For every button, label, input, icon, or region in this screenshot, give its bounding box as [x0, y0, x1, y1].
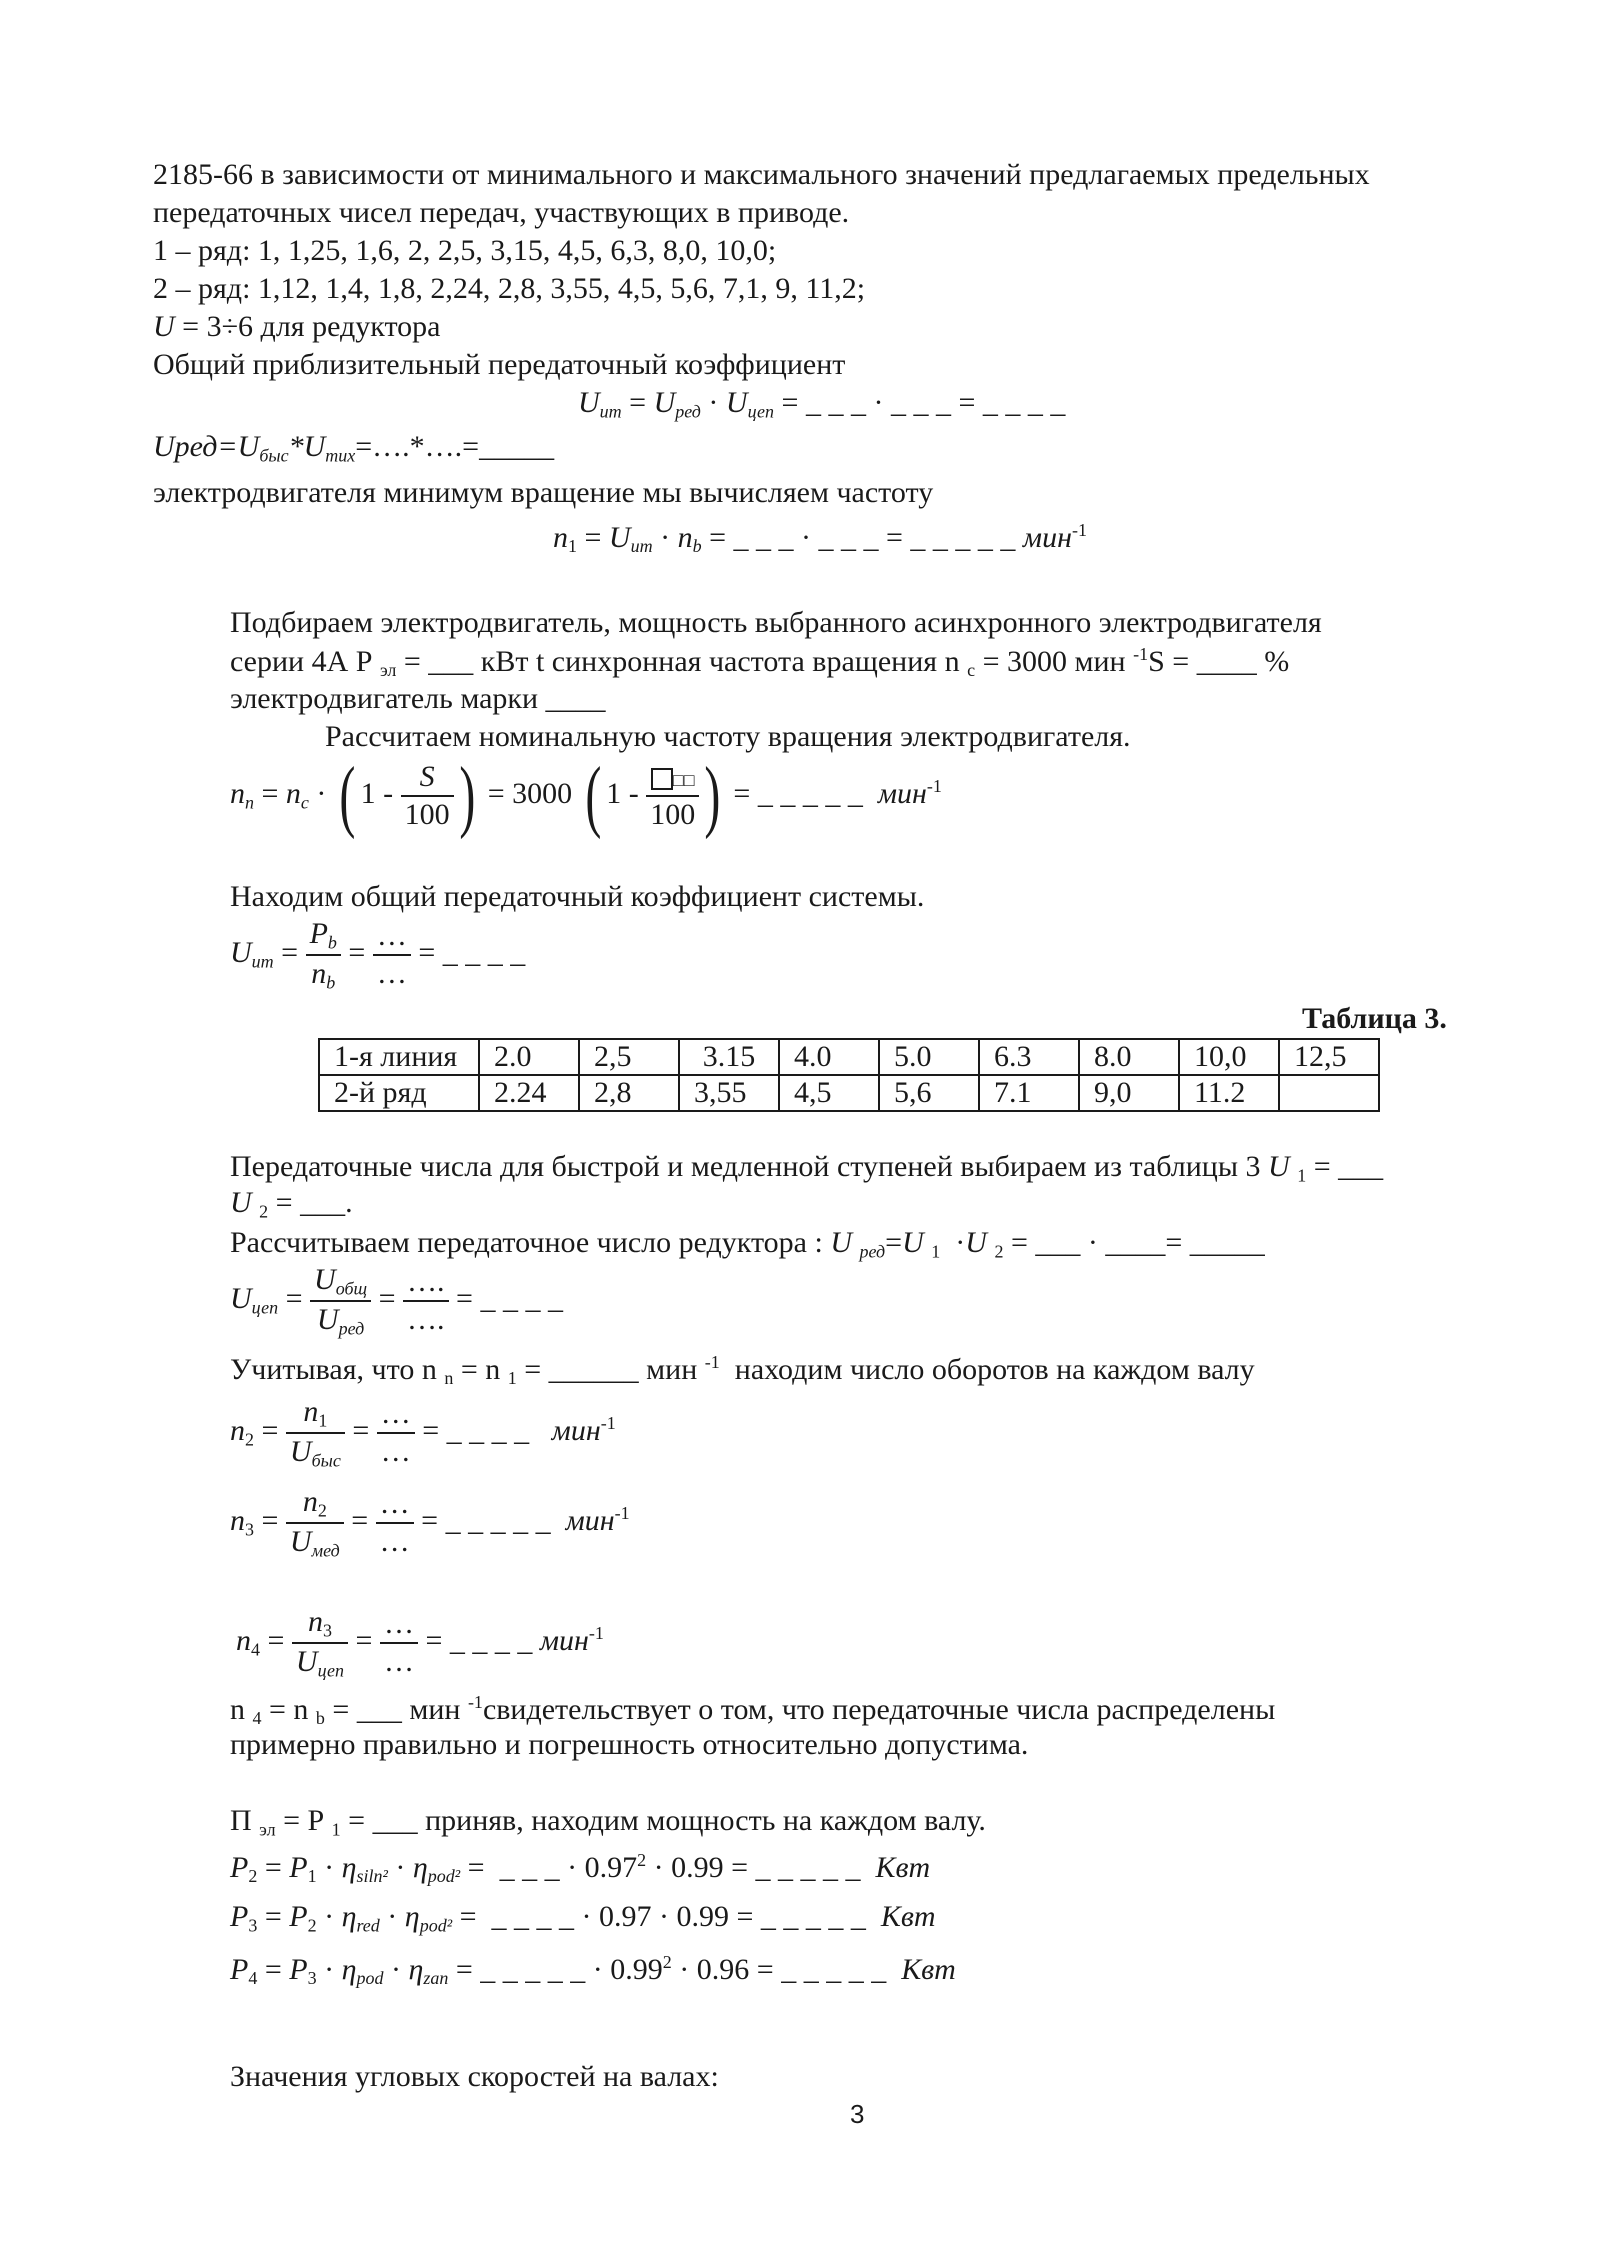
general-coef-sys-label: Находим общий передаточный коэффициент системы. — [230, 880, 925, 913]
table-cell — [1279, 1075, 1379, 1111]
table-cell: 6.3 — [979, 1039, 1079, 1075]
motor-min-label: электродвигателя минимум вращение мы вычисляем частоту — [153, 476, 934, 509]
placeholder-box-icon — [651, 768, 673, 790]
table-cell: 1-я линия — [319, 1039, 479, 1075]
table-cell: 3,55 — [679, 1075, 779, 1111]
series-row-1: 1 – ряд: 1, 1,25, 1,6, 2, 2,5, 3,15, 4,5, 6,3, 8,0, 10,0; — [153, 234, 777, 267]
table-row — [319, 1075, 1379, 1111]
n4-check-line-1: n $_4$ = n $_b$ = ___ мин $^{-1}$свидетельствует о том, что передаточные числа распределены — [230, 1692, 1276, 1729]
table-cell: 4.0 — [779, 1039, 879, 1075]
reducer-calc-line: Рассчитываем передаточное число редуктора : U $_{ред}$=U $_1$ ·U $_2$ = ___ · ____= _____ — [230, 1226, 1265, 1262]
eq-n2: $n_2$ = $\frac{n_1}{U_{быс}}$ = $\frac{\dots}{\dots}$ = _ _ _ _ мин$^{-1}$ — [230, 1395, 616, 1471]
u-range: U = 3÷6 для редуктора — [153, 310, 441, 343]
series-row-2: 2 – ряд: 1,12, 1,4, 1,8, 2,24, 2,8, 3,55, 4,5, 5,6, 7,1, 9, 11,2; — [153, 272, 866, 305]
general-coef-label: Общий приблизительный передаточный коэффициент — [153, 348, 846, 381]
table-cell: 2.24 — [479, 1075, 579, 1111]
gear-ratio-table — [318, 1038, 1380, 1112]
page-number: 3 — [850, 2099, 865, 2129]
gear-choice-line-1: Передаточные числа для быстрой и медленной ступеней выбираем из таблицы 3 U $_1$ = ___ — [230, 1150, 1384, 1186]
table-cell: 2.0 — [479, 1039, 579, 1075]
eq-p4: $P_4 = P_3 \cdot \eta_{pod} \cdot \eta_{zan}$ = _ _ _ _ _ · $0.99^2 \cdot 0.96$ = _ _ _ _ _ Квт — [230, 1952, 956, 1989]
n4-check-line-2: примерно правильно и погрешность относительно допустима. — [230, 1728, 1029, 1761]
intro-line-2: передаточных чисел передач, участвующих в приводе. — [153, 196, 850, 229]
table-cell: 5,6 — [879, 1075, 979, 1111]
select-motor-line-3: электродвигатель марки ____ — [230, 682, 606, 715]
table-cell: 12,5 — [1279, 1039, 1379, 1075]
table-cell: 2,5 — [579, 1039, 679, 1075]
select-motor-line-2: серии 4А Р $_{эл}$ = ___ кВт t синхронная частота вращения n $_с$ = 3000 мин $^{-1}$S = ____ % — [230, 644, 1290, 681]
table-cell: 2-й ряд — [319, 1075, 479, 1111]
nominal-calc-label: Рассчитаем номинальную частоту вращения электродвигателя. — [325, 720, 1131, 753]
eq-n3: $n_3$ = $\frac{n_2}{U_{мед}}$ = $\frac{\dots}{\dots}$ = _ _ _ _ _ мин$^{-1}$ — [230, 1485, 630, 1561]
table-caption: Таблица 3. — [1302, 1002, 1447, 1035]
table-cell: 5.0 — [879, 1039, 979, 1075]
eq-u-it: $U_{ит} = U_{ред} \cdot U_{цеп}$ = _ _ _ · _ _ _ = _ _ _ _ — [578, 386, 1066, 422]
table-cell: 3.15 — [679, 1039, 779, 1075]
eq-u-red: $Uред=U_{быс}*U_{тих}=\dots.*\dots.=\_\_\_\_\_$ — [153, 430, 555, 466]
eq-p2: $P_2 = P_1 \cdot \eta_{siln^2} \cdot \eta_{pod^2}$ = _ _ _ · $0.97^2 \cdot 0.99$ = _ _ _ _ _ Квт — [230, 1850, 931, 1887]
table-row — [319, 1039, 1379, 1075]
eq-u-it-ratio: $U_{ит}$ = $\frac{P_b}{n_b}$ = $\frac{\dots}{\dots}$ = _ _ _ _ — [230, 917, 526, 993]
table-cell: 7.1 — [979, 1075, 1079, 1111]
select-motor-line-1: Подбираем электродвигатель, мощность выбранного асинхронного электродвигателя — [230, 606, 1322, 639]
intro-line-1: 2185-66 в зависимости от минимального и максимального значений предлагаемых предельных — [153, 158, 1370, 191]
eq-n1: $n_1 = U_{ит} \cdot n_b$ = _ _ _ · _ _ _ = _ _ _ _ _ мин$^{-1}$ — [553, 520, 1087, 557]
table-cell: 4,5 — [779, 1075, 879, 1111]
eq-n4: $n_4$ = $\frac{n_3}{U_{цеп}}$ = $\frac{\dots}{\dots}$ = _ _ _ _ мин$^{-1}$ — [236, 1605, 604, 1681]
table-cell: 2,8 — [579, 1075, 679, 1111]
angular-speeds-label: Значения угловых скоростей на валах: — [230, 2060, 719, 2093]
eq-nn: $n_n = n_c$ · ( 1 - $\frac{S}{100}$ ) = 3000 ( 1 - $\frac{□□}{100}$ ) = _ _ _ _ _ мин$^{-1}$ — [230, 752, 942, 840]
table-cell: 8.0 — [1079, 1039, 1179, 1075]
table-cell: 11.2 — [1179, 1075, 1279, 1111]
considering-line: Учитывая, что n $_n$ = n $_1$ = ______ мин $^{-1}$ находим число оборотов на каждом валу — [230, 1352, 1255, 1389]
power-line: П $_{эл}$ = Р $_1$ = ___ приняв, находим мощность на каждом валу. — [230, 1804, 986, 1840]
eq-p3: $P_3 = P_2 \cdot \eta_{red} \cdot \eta_{pod^2}$ = _ _ _ _ · 0.97 · 0.99 = _ _ _ _ _ Квт — [230, 1900, 936, 1936]
table-cell: 9,0 — [1079, 1075, 1179, 1111]
eq-u-chain: $U_{цеп}$ = $\frac{U_{общ}}{U_{ред}}$ = $\frac{\dots.}{\dots.}$ = _ _ _ _ — [230, 1263, 563, 1339]
gear-choice-line-2: U $_2$ = ___. — [230, 1186, 353, 1222]
table-cell: 10,0 — [1179, 1039, 1279, 1075]
